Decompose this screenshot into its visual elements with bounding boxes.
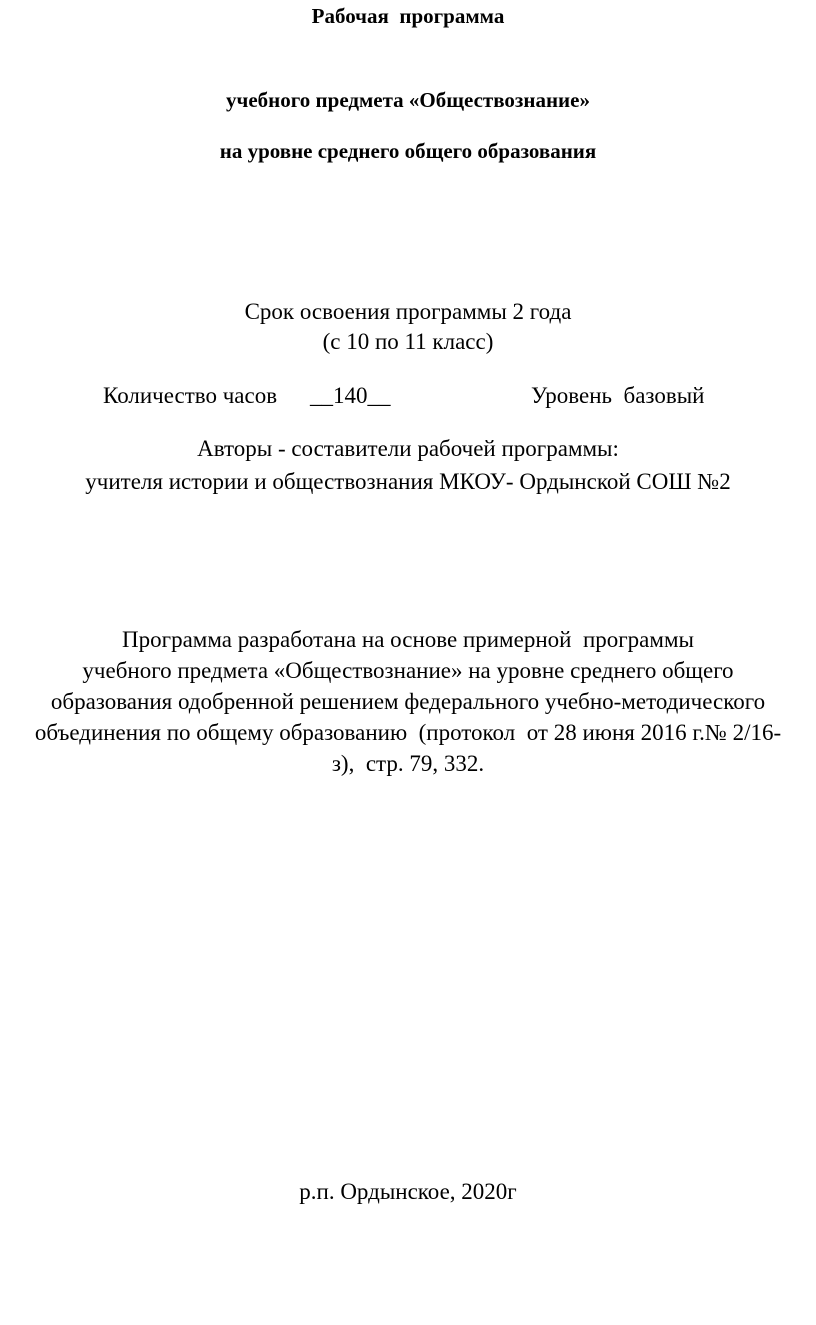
authors-line-1: Авторы - составители рабочей программы: xyxy=(197,436,619,461)
hours-level-row xyxy=(0,384,816,412)
place-year: р.п. Ордынское, 2020г xyxy=(299,1179,517,1204)
title-line-2: учебного предмета «Обществознание» xyxy=(226,88,590,112)
hours-label: Количество часов xyxy=(103,383,278,408)
basis-line-4: объединения по общему образованию (протокол от 28 июня 2016 г.№ 2/16- xyxy=(34,720,782,745)
basis-line-2: учебного предмета «Обществознание» на уровне среднего общего xyxy=(82,658,734,683)
level-label: Уровень базовый xyxy=(531,383,705,408)
duration-line-2: (с 10 по 11 класс) xyxy=(322,329,494,354)
duration-line-1: Срок освоения программы 2 года xyxy=(244,299,572,324)
basis-line-3: образования одобренной решением федерального учебно-методического xyxy=(50,689,766,714)
authors-line-2: учителя истории и обществознания МКОУ- Ордынской СОШ №2 xyxy=(85,469,731,494)
title-line-1: Рабочая программа xyxy=(311,4,505,28)
basis-line-1: Программа разработана на основе примерной программы xyxy=(122,627,694,652)
basis-line-5: з), стр. 79, 332. xyxy=(331,751,485,776)
title-line-3: на уровне среднего общего образования xyxy=(219,139,597,163)
hours-value: __140__ xyxy=(310,383,391,408)
